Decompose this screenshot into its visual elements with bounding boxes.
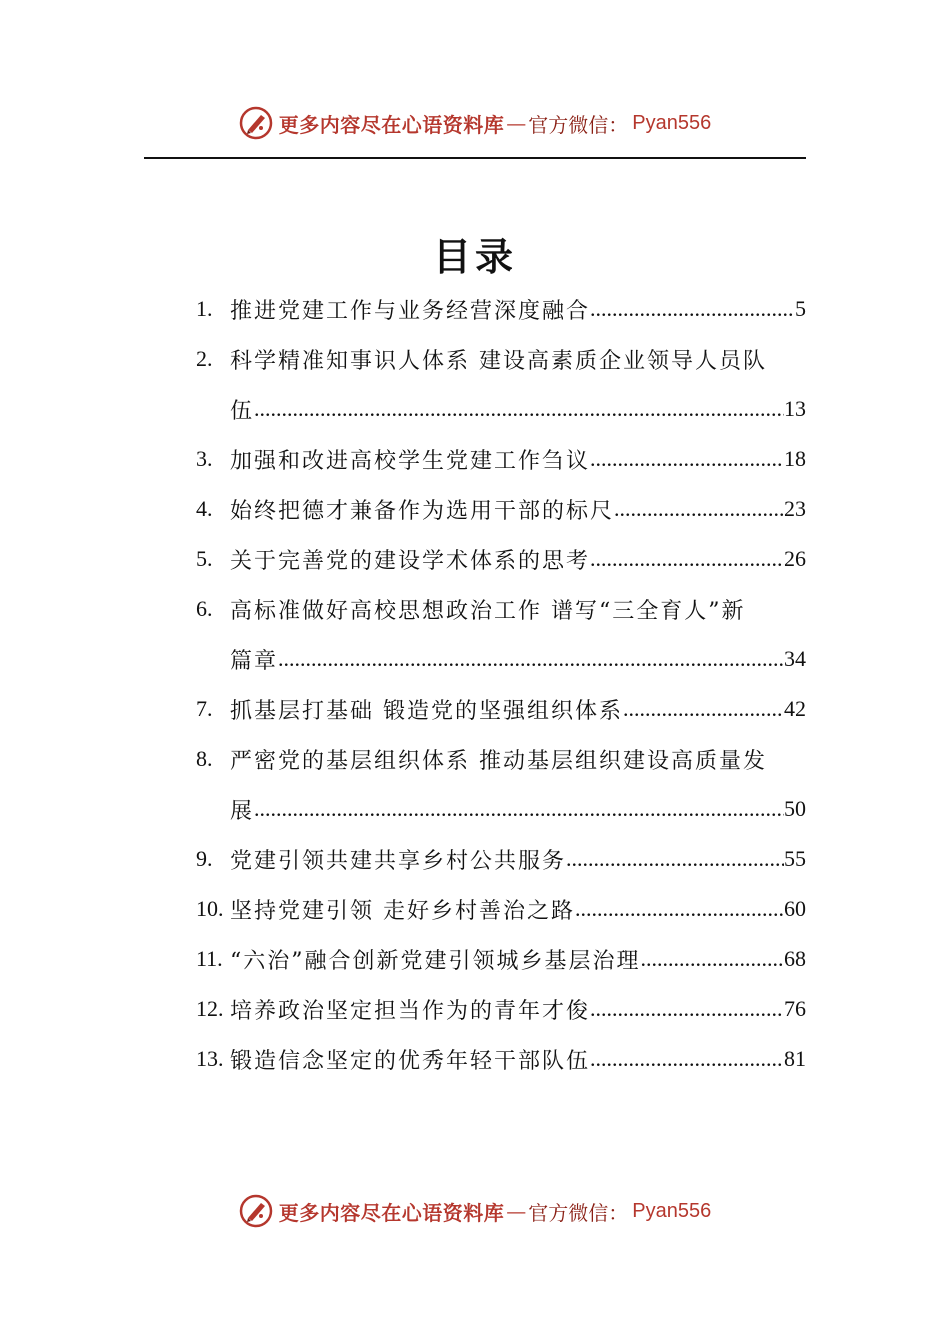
toc-entry-page: 42 [784,696,806,721]
toc-entry-title: 始终把德才兼备作为选用干部的标尺 [230,498,615,524]
toc-entry-title: 党建引领共建共享乡村公共服务 [230,848,567,874]
toc-entry-7[interactable] [196,684,806,734]
toc-leader-dots [614,496,784,522]
toc-entry-4[interactable] [196,484,806,534]
toc-entry-6-continued[interactable] [196,634,806,684]
toc-entry-number: 3. [196,446,213,471]
toc-entry-title: 锻造信念坚定的优秀年轻干部队伍 [230,1048,591,1074]
pen-logo-icon [239,1194,273,1228]
toc-entry-title: 推进党建工作与业务经营深度融合 [230,298,591,324]
toc-entry-number: 8. [196,746,213,771]
toc-entry-number: 4. [196,496,213,521]
toc-entry-number: 9. [196,846,213,871]
toc-entry-title: 关于完善党的建设学术体系的思考 [230,548,591,574]
toc-leader-dots [254,396,784,422]
toc-entry-page: 13 [784,396,806,421]
toc-entry-page: 68 [784,946,806,971]
toc-entry-number: 12. [196,996,224,1021]
toc-leader-dots [566,846,784,872]
toc-entry-3[interactable] [196,434,806,484]
toc-entry-page: 34 [784,646,806,671]
toc-leader-dots [641,946,785,972]
toc-leader-dots [590,996,784,1022]
toc-entry-page: 81 [784,1046,806,1071]
toc-entry-number: 5. [196,546,213,571]
banner-official-label: 官方微信： [528,112,629,137]
banner-brand-text: 更多内容尽在心语资料库 [278,1200,505,1225]
toc-entry-number: 6. [196,596,213,621]
toc-entry-title-continued: 伍 [230,398,255,424]
toc-entry-title: “六治”融合创新党建引领城乡基层治理 [230,948,641,974]
toc-entry-8[interactable] [196,734,806,784]
toc-entry-2[interactable] [196,334,806,384]
toc-leader-dots [623,696,784,722]
toc-entry-8-continued[interactable] [196,784,806,834]
toc-entry-11[interactable] [196,934,806,984]
toc-entry-page: 18 [784,446,806,471]
toc-entry-page: 26 [784,546,806,571]
banner-dash: — [506,111,527,135]
header-watermark-banner [0,103,950,143]
toc-entry-title: 坚持党建引领 走好乡村善治之路 [230,898,575,924]
toc-entry-page: 50 [784,796,806,821]
banner-brand-text: 更多内容尽在心语资料库 [278,112,505,137]
banner-dash: — [506,1199,527,1223]
toc-entry-number: 10. [196,896,224,921]
toc-entry-2-continued[interactable] [196,384,806,434]
toc-entry-title: 加强和改进高校学生党建工作刍议 [230,448,591,474]
header-divider [144,157,806,159]
toc-leader-dots [575,896,784,922]
toc-leader-dots [590,446,784,472]
toc-entry-title: 培养政治坚定担当作为的青年才俊 [230,998,591,1024]
toc-entry-13[interactable] [196,1034,806,1084]
toc-leader-dots [278,646,784,672]
toc-entry-number: 13. [196,1046,224,1071]
toc-leader-dots [254,796,784,822]
toc-entry-12[interactable] [196,984,806,1034]
banner-wechat-id: Pyan556 [632,1199,712,1222]
toc-entry-page: 60 [784,896,806,921]
toc-entry-9[interactable] [196,834,806,884]
toc-leader-dots [590,546,784,572]
toc-entry-title: 严密党的基层组织体系 推动基层组织建设高质量发 [230,748,767,774]
toc-entry-6[interactable] [196,584,806,634]
toc-entry-10[interactable] [196,884,806,934]
toc-entry-number: 2. [196,346,213,371]
toc-entry-page: 5 [795,296,806,321]
toc-entry-title: 高标准做好高校思想政治工作 谱写“三全育人”新 [230,598,746,624]
pen-logo-icon [239,106,273,140]
toc-entry-page: 55 [784,846,806,871]
toc-entry-title-continued: 展 [230,798,255,824]
toc-entry-1[interactable] [196,284,806,334]
page-title: 目录 [432,234,517,279]
toc-entry-number: 7. [196,696,213,721]
banner-official-label: 官方微信： [528,1200,629,1225]
toc-entry-title-continued: 篇章 [230,648,279,674]
toc-entry-title: 抓基层打基础 锻造党的坚强组织体系 [230,698,623,724]
toc-entry-page: 76 [784,996,806,1021]
toc-entry-number: 1. [196,296,213,321]
banner-wechat-id: Pyan556 [632,111,712,134]
toc-entry-page: 23 [784,496,806,521]
toc-entry-title: 科学精准知事识人体系 建设高素质企业领导人员队 [230,348,767,374]
toc-leader-dots [590,296,795,322]
toc-leader-dots [590,1046,784,1072]
toc-entry-5[interactable] [196,534,806,584]
footer-watermark-banner [0,1191,950,1231]
table-of-contents [196,284,806,1084]
toc-entry-number: 11. [196,946,223,971]
